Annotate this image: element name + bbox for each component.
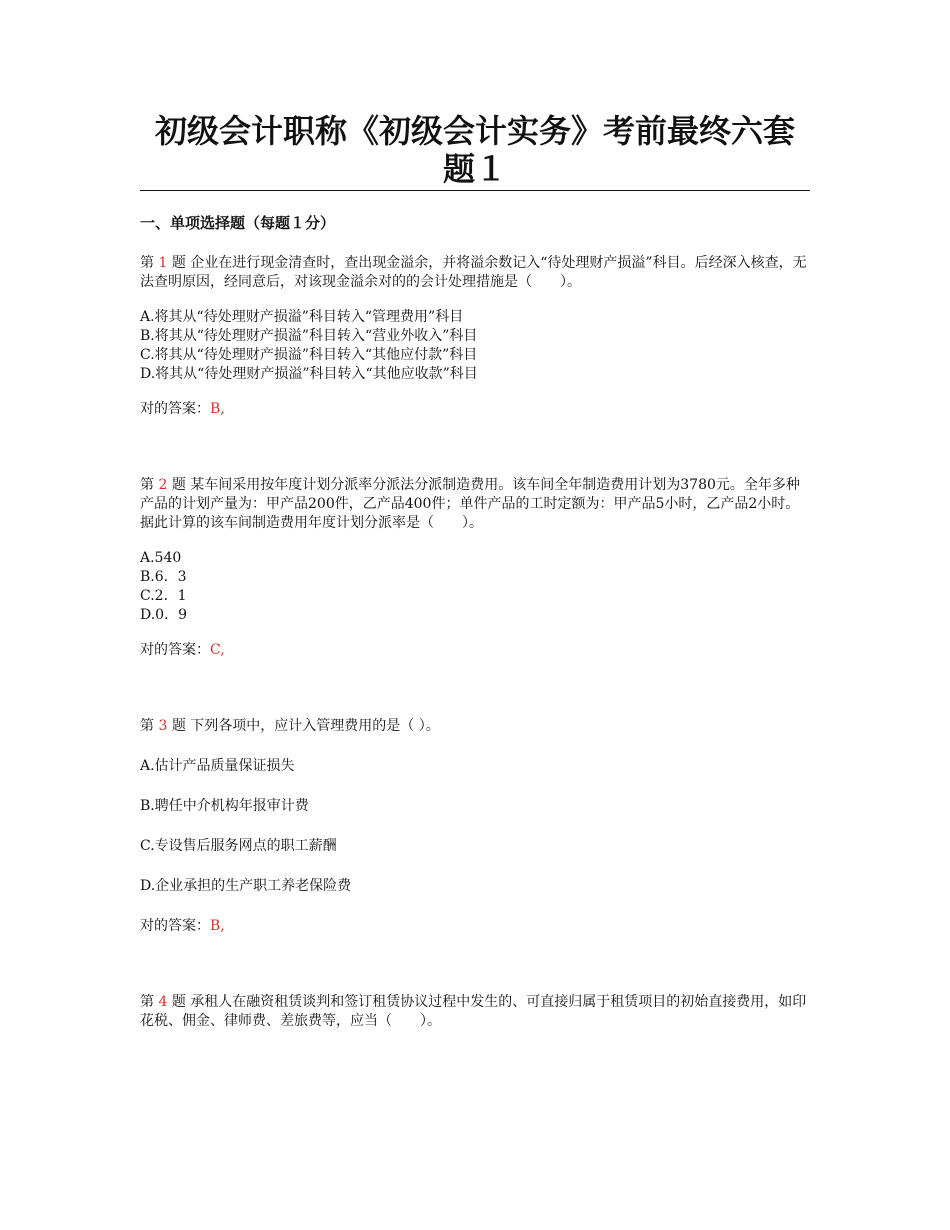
option-c: C.2．1: [140, 588, 187, 604]
answer-label: 对的答案：: [140, 401, 210, 417]
option-a: A.估计产品质量保证损失: [140, 758, 295, 774]
question-suffix: 题: [171, 718, 186, 734]
option-d: D.0．9: [140, 607, 187, 623]
question-stem: [140, 254, 810, 292]
answer-value: B,: [210, 401, 225, 417]
question-text: 承租人在融资租赁谈判和签订租赁协议过程中发生的、可直接归属于租赁项目的初始直接费用，如印花税、佣金、律师费、差旅费等，应当（ ）。: [140, 994, 807, 1029]
section-heading: 一、单项选择题（每题１分）: [140, 214, 336, 232]
question-stem: [140, 717, 810, 736]
option-d: D.企业承担的生产职工养老保险费: [140, 878, 352, 894]
question-text: 某车间采用按年度计划分派率分派法分派制造费用。该车间全年制造费用计划为3780元。全年多种产品的计划产量为：甲产品200件，乙产品400件；单件产品的工时定额为：甲产品5小时，乙产品2小时。据此计算的该车间制造费用年度计划分派率是（ ）。: [140, 477, 800, 531]
question-2: [140, 476, 810, 660]
option-a: A.540: [140, 550, 182, 566]
question-prefix: 第: [140, 718, 154, 734]
answer-line: [140, 641, 810, 660]
document-page: [140, 112, 810, 1031]
answer-label: 对的答案：: [140, 642, 210, 658]
question-3: [140, 717, 810, 936]
question-number: 3: [158, 718, 168, 734]
answer-label: 对的答案：: [140, 918, 210, 934]
document-title-line2: 题１: [442, 150, 507, 188]
question-prefix: 第: [140, 255, 154, 271]
option-c: C.将其从“待处理财产损溢”科目转入“其他应付款”科目: [140, 347, 478, 363]
option-d: D.将其从“待处理财产损溢”科目转入“其他应收款”科目: [140, 366, 478, 382]
question-number: 4: [158, 994, 168, 1010]
answer-line: [140, 400, 810, 419]
answer-line: [140, 917, 810, 936]
document-title: [140, 112, 810, 191]
option-list: [140, 757, 810, 896]
option-list: [140, 549, 810, 625]
option-b: B.将其从“待处理财产损溢”科目转入“营业外收入”科目: [140, 328, 478, 344]
answer-value: C,: [210, 642, 225, 658]
option-list: [140, 308, 810, 384]
question-prefix: 第: [140, 994, 154, 1010]
question-suffix: 题: [171, 477, 186, 493]
question-stem: [140, 993, 810, 1031]
question-stem: [140, 476, 810, 533]
option-c: C.专设售后服务网点的职工薪酬: [140, 838, 337, 854]
answer-value: B,: [210, 918, 225, 934]
question-prefix: 第: [140, 477, 154, 493]
question-text: 企业在进行现金清查时，查出现金溢余，并将溢余数记入“待处理财产损溢”科目。后经深入核查，无法查明原因，经同意后，对该现金溢余对的的会计处理措施是（ ）。: [140, 255, 807, 290]
question-suffix: 题: [171, 994, 186, 1010]
option-a: A.将其从“待处理财产损溢”科目转入“管理费用”科目: [140, 309, 464, 325]
option-b: B.6．3: [140, 569, 187, 585]
question-4: [140, 993, 810, 1031]
question-text: 下列各项中，应计入管理费用的是（ ）。: [190, 718, 440, 734]
document-title-line1: 初级会计职称《初级会计实务》考前最终六套: [154, 112, 795, 150]
question-number: 1: [158, 255, 168, 271]
question-number: 2: [158, 477, 168, 493]
question-1: [140, 254, 810, 419]
question-suffix: 题: [171, 255, 186, 271]
option-b: B.聘任中介机构年报审计费: [140, 798, 309, 814]
